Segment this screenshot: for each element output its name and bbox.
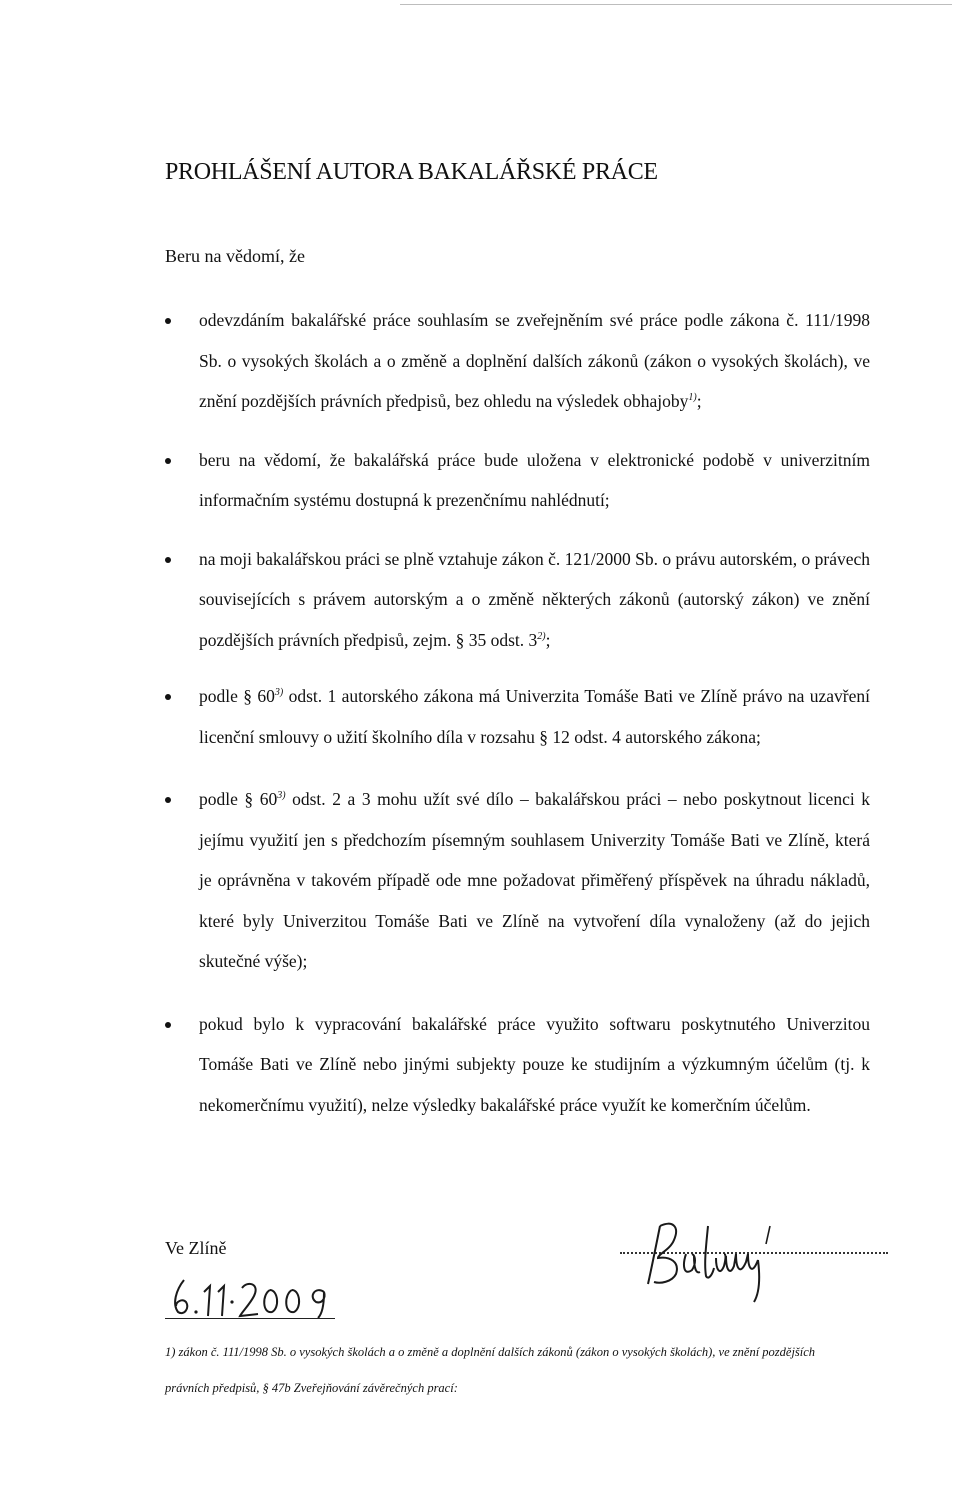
- item-text: pokud bylo k vypracování bakalářské práce využito softwaru poskytnutého Univerzitou Tomáše Bati ve Zlíně nebo jinými subjekty pouze ke studijním a výzkumným účelům (tj. k nekomerčnímu využití), nelze výsledky bakalářské práce využít ke komerčním účelům.: [199, 1013, 870, 1115]
- footnote-ref: 1): [688, 392, 697, 404]
- declaration-list: [165, 300, 870, 1125]
- declaration-item-copyright-law: [165, 539, 870, 661]
- item-text: odst. 1 autorského zákona má Univerzita Tomáše Bati ve Zlíně právo na uzavření licenční smlouvy o užití školního díla v rozsahu § 12 odst. 4 autorského zákona;: [199, 686, 870, 747]
- item-prefix: podle § 60: [199, 789, 278, 809]
- handwritten-date: [168, 1272, 338, 1320]
- footnote-ref: 3): [274, 687, 284, 699]
- item-text: odst. 2 a 3 mohu užít své dílo – bakalářskou práci – nebo poskytnout licenci k jejímu využití jen s předchozím písemným souhlasem Univerzity Tomáše Bati ve Zlíně, která je oprávněna v takovém případě ode mne požadovat přiměřený příspěvek na úhradu nákladů, které byly Univerzitou Tomáše Bati ve Zlíně na vytvoření díla vynaloženy (až do jejich skutečné výše);: [199, 789, 871, 971]
- declaration-item-license-agreement: [165, 676, 870, 757]
- intro-text: Beru na vědomí, že: [165, 246, 305, 266]
- declaration-item-electronic-storage: [165, 440, 870, 521]
- footnote: [165, 1334, 875, 1406]
- item-text: odevzdáním bakalářské práce souhlasím se zveřejněním své práce podle zákona č. 111/1998 Sb. o vysokých školách a o změně a doplnění dalších zákonů (zákon o vysokých školách), ve znění pozdějších právních předpisů, bez ohledu na výsledek obhajoby: [199, 310, 870, 411]
- footnote-ref: 2): [537, 630, 546, 642]
- place-label: Ve Zlíně: [165, 1238, 227, 1258]
- bullet-icon: [165, 318, 171, 324]
- bullet-icon: [165, 557, 171, 563]
- declaration-item-software-use: [165, 1004, 870, 1126]
- bullet-icon: [165, 1022, 171, 1028]
- item-punct: ;: [545, 629, 551, 650]
- item-text: na moji bakalářskou práci se plně vztahuje zákon č. 121/2000 Sb. o právu autorském, o právech souvisejících s právem autorským a o změně některých zákonů (autorský zákon) ve znění pozdějších právních předpisů, zejm. § 35 odst. 3: [199, 548, 870, 650]
- footnote-divider: [165, 1318, 335, 1319]
- item-text: beru na vědomí, že bakalářská práce bude uložena v elektronické podobě v univerzitním informačním systému dostupná k prezenčnímu nahlédnutí;: [199, 449, 870, 510]
- scan-edge-line: [400, 4, 952, 5]
- item-prefix: podle § 60: [199, 686, 275, 706]
- footnote-line-2: právních předpisů, § 47b Zveřejňování závěrečných prací:: [165, 1381, 458, 1395]
- handwritten-signature: [630, 1196, 780, 1306]
- bullet-icon: [165, 458, 171, 464]
- declaration-item-publication: [165, 300, 870, 422]
- footnote-ref: 3): [277, 790, 286, 802]
- document-title: PROHLÁŠENÍ AUTORA BAKALÁŘSKÉ PRÁCE: [165, 159, 658, 185]
- bullet-icon: [165, 797, 171, 803]
- bullet-icon: [165, 694, 171, 700]
- footnote-line-1: 1) zákon č. 111/1998 Sb. o vysokých školách a o změně a doplnění dalších zákonů (zákon o vysokých školách), ve znění pozdějších: [165, 1345, 816, 1359]
- declaration-item-usage-consent: [165, 779, 870, 982]
- item-punct: ;: [696, 391, 702, 411]
